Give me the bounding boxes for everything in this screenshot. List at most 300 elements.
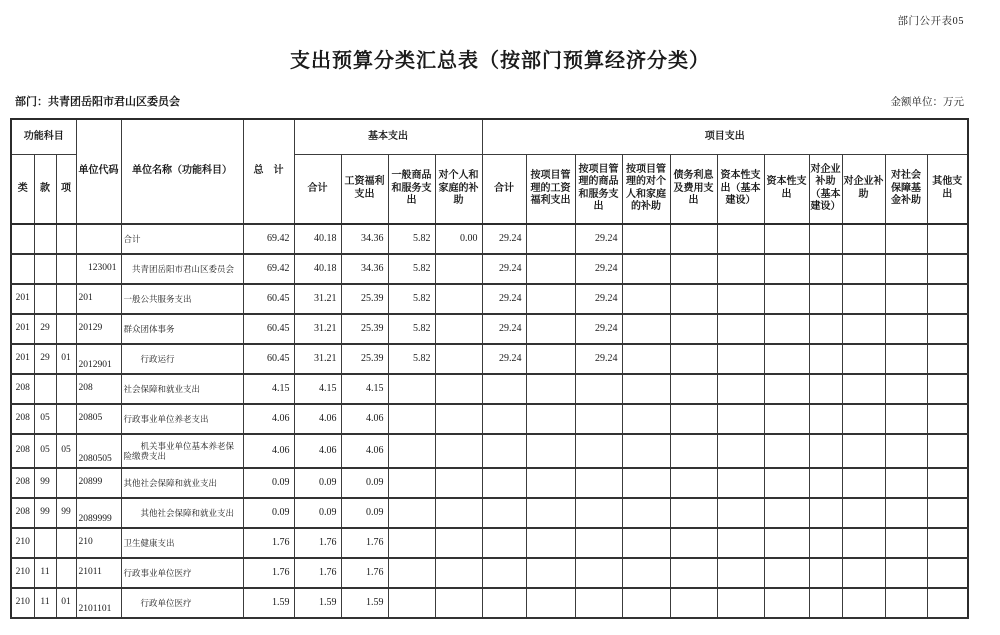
- cell-total: 60.45: [243, 344, 294, 374]
- cell-project-4: [670, 224, 717, 254]
- cell-project-8: [842, 374, 885, 404]
- cell-project-0: [482, 374, 526, 404]
- cell-project-3: [622, 254, 670, 284]
- cell-item: [56, 284, 76, 314]
- cell-project-8: [842, 254, 885, 284]
- cell-project-4: [670, 284, 717, 314]
- cell-unit-name: 共青团岳阳市君山区委员会: [121, 254, 243, 284]
- cell-basic-0: 31.21: [294, 344, 341, 374]
- cell-project-0: [482, 528, 526, 558]
- cell-item: [56, 468, 76, 498]
- cell-project-10: [927, 528, 968, 558]
- cell-basic-3: [435, 558, 482, 588]
- cell-project-1: [526, 284, 575, 314]
- cell-total: 69.42: [243, 254, 294, 284]
- cell-basic-0: 1.59: [294, 588, 341, 618]
- header-basic-col-3: 对个人和家庭的补助: [435, 154, 482, 224]
- cell-item: 01: [56, 344, 76, 374]
- cell-project-2: 29.24: [575, 224, 622, 254]
- cell-class: 208: [11, 468, 34, 498]
- cell-project-10: [927, 314, 968, 344]
- cell-project-1: [526, 434, 575, 468]
- cell-basic-0: 4.06: [294, 404, 341, 434]
- table-row: [11, 558, 968, 588]
- cell-project-5: [717, 224, 764, 254]
- header-project-col-5: 资本性支出（基本建设）: [717, 154, 764, 224]
- cell-class: 208: [11, 404, 34, 434]
- header-project-col-8: 对企业补助: [842, 154, 885, 224]
- cell-total: 1.59: [243, 588, 294, 618]
- cell-project-8: [842, 468, 885, 498]
- cell-basic-3: [435, 588, 482, 618]
- cell-section: [34, 374, 56, 404]
- cell-project-2: [575, 434, 622, 468]
- cell-project-6: [764, 344, 809, 374]
- cell-total: 60.45: [243, 284, 294, 314]
- header-total: 总 计: [243, 119, 294, 224]
- cell-project-10: [927, 224, 968, 254]
- cell-section: 05: [34, 404, 56, 434]
- cell-project-1: [526, 498, 575, 528]
- cell-project-4: [670, 468, 717, 498]
- cell-class: 208: [11, 434, 34, 468]
- cell-basic-3: 0.00: [435, 224, 482, 254]
- cell-total: 0.09: [243, 498, 294, 528]
- cell-project-3: [622, 314, 670, 344]
- cell-basic-2: 5.82: [388, 254, 435, 284]
- cell-project-0: [482, 434, 526, 468]
- cell-project-2: [575, 588, 622, 618]
- cell-basic-2: [388, 528, 435, 558]
- cell-basic-1: 25.39: [341, 344, 388, 374]
- cell-project-5: [717, 404, 764, 434]
- cell-project-0: 29.24: [482, 284, 526, 314]
- cell-unit-code: 2089999: [76, 498, 121, 528]
- cell-project-3: [622, 434, 670, 468]
- header-basic-col-1: 工资福利支出: [341, 154, 388, 224]
- cell-project-1: [526, 528, 575, 558]
- cell-project-6: [764, 224, 809, 254]
- cell-item: 05: [56, 434, 76, 468]
- cell-project-7: [809, 498, 842, 528]
- cell-project-1: [526, 344, 575, 374]
- cell-item: [56, 314, 76, 344]
- cell-project-8: [842, 558, 885, 588]
- cell-basic-1: 4.15: [341, 374, 388, 404]
- cell-project-8: [842, 498, 885, 528]
- cell-project-4: [670, 254, 717, 284]
- cell-item: [56, 254, 76, 284]
- cell-project-9: [885, 314, 927, 344]
- cell-unit-name: 一般公共服务支出: [121, 284, 243, 314]
- cell-basic-1: 0.09: [341, 468, 388, 498]
- cell-project-3: [622, 468, 670, 498]
- cell-project-2: [575, 404, 622, 434]
- cell-unit-name: 群众团体事务: [121, 314, 243, 344]
- cell-total: 4.15: [243, 374, 294, 404]
- cell-class: 210: [11, 558, 34, 588]
- table-container: [10, 118, 969, 619]
- cell-project-6: [764, 254, 809, 284]
- table-row: [11, 498, 968, 528]
- header-project-col-9: 对社会保障基金补助: [885, 154, 927, 224]
- cell-project-7: [809, 558, 842, 588]
- cell-unit-code: 123001: [76, 254, 121, 284]
- cell-basic-3: [435, 498, 482, 528]
- cell-basic-3: [435, 344, 482, 374]
- cell-project-7: [809, 528, 842, 558]
- cell-basic-0: 31.21: [294, 314, 341, 344]
- cell-basic-0: 40.18: [294, 254, 341, 284]
- cell-project-6: [764, 434, 809, 468]
- cell-project-10: [927, 468, 968, 498]
- cell-basic-1: 34.36: [341, 224, 388, 254]
- cell-item: [56, 404, 76, 434]
- cell-basic-1: 1.59: [341, 588, 388, 618]
- cell-basic-2: [388, 374, 435, 404]
- cell-project-3: [622, 404, 670, 434]
- cell-unit-code: 2080505: [76, 434, 121, 468]
- cell-project-4: [670, 434, 717, 468]
- cell-unit-code: 2101101: [76, 588, 121, 618]
- cell-project-2: [575, 498, 622, 528]
- cell-project-10: [927, 404, 968, 434]
- cell-section: 11: [34, 588, 56, 618]
- cell-basic-2: [388, 404, 435, 434]
- cell-project-10: [927, 284, 968, 314]
- cell-class: [11, 254, 34, 284]
- table-row: [11, 404, 968, 434]
- cell-basic-0: 0.09: [294, 498, 341, 528]
- cell-section: 11: [34, 558, 56, 588]
- cell-item: [56, 224, 76, 254]
- cell-project-1: [526, 404, 575, 434]
- cell-project-9: [885, 558, 927, 588]
- cell-class: 201: [11, 344, 34, 374]
- header-func-group: 功能科目: [11, 119, 76, 154]
- cell-basic-1: 1.76: [341, 528, 388, 558]
- cell-basic-2: [388, 498, 435, 528]
- cell-project-5: [717, 374, 764, 404]
- header-basic-col-0: 合计: [294, 154, 341, 224]
- cell-basic-3: [435, 468, 482, 498]
- cell-project-9: [885, 404, 927, 434]
- cell-project-6: [764, 284, 809, 314]
- cell-basic-3: [435, 374, 482, 404]
- cell-project-8: [842, 588, 885, 618]
- cell-project-7: [809, 374, 842, 404]
- cell-project-6: [764, 374, 809, 404]
- cell-basic-2: [388, 588, 435, 618]
- table-row: [11, 528, 968, 558]
- cell-project-8: [842, 224, 885, 254]
- cell-project-0: [482, 468, 526, 498]
- cell-project-10: [927, 374, 968, 404]
- cell-project-4: [670, 344, 717, 374]
- cell-project-2: [575, 468, 622, 498]
- cell-project-5: [717, 588, 764, 618]
- cell-project-9: [885, 434, 927, 468]
- cell-project-1: [526, 224, 575, 254]
- cell-project-9: [885, 254, 927, 284]
- cell-project-5: [717, 344, 764, 374]
- cell-unit-name: 机关事业单位基本养老保险缴费支出: [121, 434, 243, 468]
- cell-item: [56, 374, 76, 404]
- header-basic-col-2: 一般商品和服务支出: [388, 154, 435, 224]
- cell-project-0: [482, 404, 526, 434]
- cell-project-8: [842, 434, 885, 468]
- cell-basic-1: 25.39: [341, 314, 388, 344]
- cell-class: 201: [11, 314, 34, 344]
- cell-basic-0: 31.21: [294, 284, 341, 314]
- cell-basic-1: 25.39: [341, 284, 388, 314]
- cell-project-7: [809, 344, 842, 374]
- cell-project-5: [717, 528, 764, 558]
- cell-project-10: [927, 558, 968, 588]
- cell-basic-2: 5.82: [388, 284, 435, 314]
- cell-unit-name: 行政事业单位养老支出: [121, 404, 243, 434]
- cell-project-1: [526, 254, 575, 284]
- cell-project-7: [809, 284, 842, 314]
- cell-project-5: [717, 284, 764, 314]
- cell-project-9: [885, 374, 927, 404]
- cell-project-2: [575, 374, 622, 404]
- cell-unit-code: 2012901: [76, 344, 121, 374]
- cell-project-8: [842, 314, 885, 344]
- cell-basic-0: 0.09: [294, 468, 341, 498]
- cell-basic-1: 4.06: [341, 404, 388, 434]
- cell-project-10: [927, 588, 968, 618]
- cell-project-10: [927, 498, 968, 528]
- cell-project-6: [764, 498, 809, 528]
- cell-item: [56, 528, 76, 558]
- header-project-col-7: 对企业补助（基本建设）: [809, 154, 842, 224]
- cell-section: 99: [34, 468, 56, 498]
- cell-basic-0: 4.06: [294, 434, 341, 468]
- header-row-groups: [11, 119, 968, 154]
- cell-project-3: [622, 498, 670, 528]
- cell-project-2: 29.24: [575, 344, 622, 374]
- cell-project-0: [482, 498, 526, 528]
- cell-unit-code: 20805: [76, 404, 121, 434]
- cell-project-9: [885, 344, 927, 374]
- cell-unit-name: 行政运行: [121, 344, 243, 374]
- cell-project-2: [575, 558, 622, 588]
- cell-project-1: [526, 468, 575, 498]
- cell-project-3: [622, 528, 670, 558]
- header-project-group: 项目支出: [482, 119, 968, 154]
- cell-project-9: [885, 224, 927, 254]
- budget-table: [10, 118, 969, 619]
- cell-project-4: [670, 498, 717, 528]
- cell-basic-0: 4.15: [294, 374, 341, 404]
- cell-project-4: [670, 588, 717, 618]
- cell-project-2: 29.24: [575, 284, 622, 314]
- cell-project-1: [526, 558, 575, 588]
- cell-project-6: [764, 528, 809, 558]
- cell-basic-0: 1.76: [294, 558, 341, 588]
- cell-project-1: [526, 374, 575, 404]
- cell-project-7: [809, 254, 842, 284]
- cell-project-8: [842, 528, 885, 558]
- header-project-col-10: 其他支出: [927, 154, 968, 224]
- cell-project-8: [842, 344, 885, 374]
- cell-project-4: [670, 404, 717, 434]
- cell-project-4: [670, 314, 717, 344]
- table-row: [11, 254, 968, 284]
- cell-item: 99: [56, 498, 76, 528]
- cell-project-9: [885, 498, 927, 528]
- cell-unit-code: 20129: [76, 314, 121, 344]
- cell-project-1: [526, 314, 575, 344]
- cell-basic-0: 40.18: [294, 224, 341, 254]
- cell-total: 1.76: [243, 528, 294, 558]
- cell-project-7: [809, 404, 842, 434]
- cell-unit-code: 20899: [76, 468, 121, 498]
- cell-basic-1: 1.76: [341, 558, 388, 588]
- cell-project-7: [809, 224, 842, 254]
- doc-number-label: 部门公开表05: [897, 16, 964, 27]
- cell-basic-3: [435, 404, 482, 434]
- cell-basic-2: 5.82: [388, 224, 435, 254]
- cell-project-3: [622, 588, 670, 618]
- cell-basic-1: 34.36: [341, 254, 388, 284]
- cell-unit-code: 210: [76, 528, 121, 558]
- cell-unit-name: 其他社会保障和就业支出: [121, 498, 243, 528]
- header-project-col-6: 资本性支出: [764, 154, 809, 224]
- table-row: [11, 344, 968, 374]
- amount-unit-label: 金额单位：万元: [890, 97, 964, 108]
- cell-project-2: 29.24: [575, 314, 622, 344]
- cell-project-3: [622, 224, 670, 254]
- table-row: [11, 374, 968, 404]
- cell-section: [34, 224, 56, 254]
- cell-project-0: 29.24: [482, 254, 526, 284]
- cell-class: 208: [11, 498, 34, 528]
- cell-unit-name: 行政单位医疗: [121, 588, 243, 618]
- cell-project-7: [809, 434, 842, 468]
- meta-row: [15, 93, 964, 109]
- header-unit-name: 单位名称（功能科目）: [121, 119, 243, 224]
- cell-project-5: [717, 434, 764, 468]
- cell-project-5: [717, 254, 764, 284]
- cell-unit-code: [76, 224, 121, 254]
- cell-total: 1.76: [243, 558, 294, 588]
- cell-total: 69.42: [243, 224, 294, 254]
- cell-class: 210: [11, 528, 34, 558]
- cell-project-3: [622, 284, 670, 314]
- cell-section: [34, 254, 56, 284]
- cell-basic-3: [435, 284, 482, 314]
- cell-section: 29: [34, 314, 56, 344]
- cell-basic-1: 0.09: [341, 498, 388, 528]
- cell-basic-2: 5.82: [388, 314, 435, 344]
- cell-project-1: [526, 588, 575, 618]
- cell-basic-3: [435, 434, 482, 468]
- cell-project-7: [809, 314, 842, 344]
- cell-basic-3: [435, 314, 482, 344]
- cell-total: 4.06: [243, 404, 294, 434]
- header-class: 类: [11, 154, 34, 224]
- cell-section: 29: [34, 344, 56, 374]
- cell-basic-2: [388, 434, 435, 468]
- table-row: [11, 468, 968, 498]
- cell-project-3: [622, 374, 670, 404]
- cell-project-10: [927, 344, 968, 374]
- header-basic-group: 基本支出: [294, 119, 482, 154]
- table-body: [11, 224, 968, 618]
- header-section: 款: [34, 154, 56, 224]
- cell-class: 210: [11, 588, 34, 618]
- table-row: [11, 314, 968, 344]
- cell-project-2: 29.24: [575, 254, 622, 284]
- cell-project-4: [670, 528, 717, 558]
- cell-section: [34, 528, 56, 558]
- header-unit-code: 单位代码: [76, 119, 121, 224]
- header-project-col-3: 按项目管理的对个人和家庭的补助: [622, 154, 670, 224]
- cell-unit-name: 其他社会保障和就业支出: [121, 468, 243, 498]
- cell-unit-name: 社会保障和就业支出: [121, 374, 243, 404]
- table-row: [11, 434, 968, 468]
- cell-section: [34, 284, 56, 314]
- cell-class: 208: [11, 374, 34, 404]
- cell-project-9: [885, 468, 927, 498]
- header-project-col-2: 按项目管理的商品和服务支出: [575, 154, 622, 224]
- cell-project-6: [764, 558, 809, 588]
- cell-class: 201: [11, 284, 34, 314]
- cell-project-5: [717, 314, 764, 344]
- cell-project-3: [622, 344, 670, 374]
- cell-section: 99: [34, 498, 56, 528]
- cell-project-2: [575, 528, 622, 558]
- cell-total: 60.45: [243, 314, 294, 344]
- cell-project-0: 29.24: [482, 224, 526, 254]
- cell-project-0: 29.24: [482, 344, 526, 374]
- cell-project-0: [482, 588, 526, 618]
- header-item: 项: [56, 154, 76, 224]
- cell-basic-0: 1.76: [294, 528, 341, 558]
- cell-basic-2: [388, 558, 435, 588]
- cell-project-0: 29.24: [482, 314, 526, 344]
- cell-project-5: [717, 498, 764, 528]
- cell-project-5: [717, 558, 764, 588]
- cell-project-0: [482, 558, 526, 588]
- cell-project-5: [717, 468, 764, 498]
- cell-basic-1: 4.06: [341, 434, 388, 468]
- cell-project-6: [764, 314, 809, 344]
- cell-project-8: [842, 284, 885, 314]
- table-row: [11, 588, 968, 618]
- cell-unit-code: 201: [76, 284, 121, 314]
- cell-unit-name: 卫生健康支出: [121, 528, 243, 558]
- cell-section: 05: [34, 434, 56, 468]
- cell-project-6: [764, 404, 809, 434]
- cell-project-8: [842, 404, 885, 434]
- cell-basic-2: 5.82: [388, 344, 435, 374]
- cell-project-7: [809, 588, 842, 618]
- cell-project-9: [885, 284, 927, 314]
- cell-unit-name: 行政事业单位医疗: [121, 558, 243, 588]
- cell-basic-2: [388, 468, 435, 498]
- cell-project-9: [885, 588, 927, 618]
- cell-project-6: [764, 468, 809, 498]
- cell-project-9: [885, 528, 927, 558]
- cell-basic-3: [435, 254, 482, 284]
- header-project-col-0: 合计: [482, 154, 526, 224]
- cell-class: [11, 224, 34, 254]
- header-project-col-4: 债务利息及费用支出: [670, 154, 717, 224]
- page-title: 支出预算分类汇总表（按部门预算经济分类）: [290, 50, 710, 72]
